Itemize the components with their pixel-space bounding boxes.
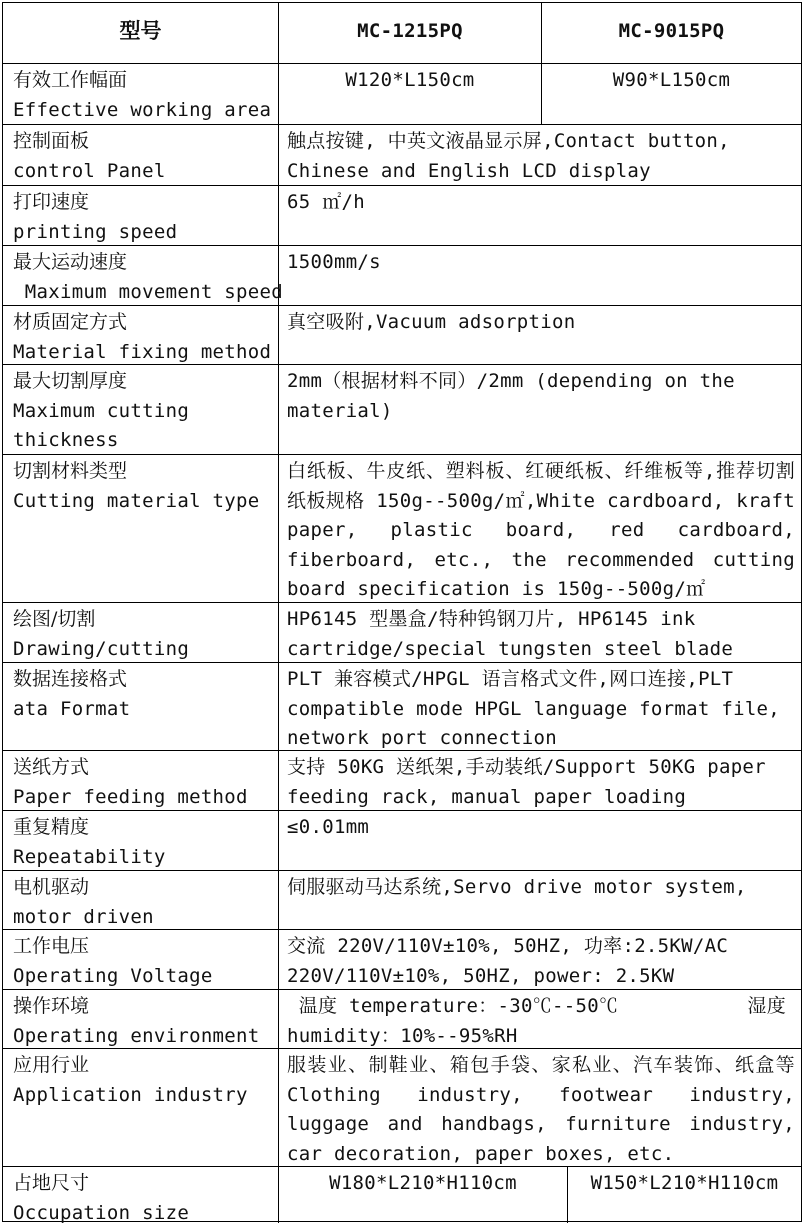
row-label xyxy=(3,990,279,1048)
table-row xyxy=(3,246,801,306)
row-label-zh: 数据连接格式 xyxy=(13,665,270,695)
row-label xyxy=(3,365,279,454)
row-label-en: Repeatability xyxy=(13,843,270,873)
row-label xyxy=(3,603,279,662)
table-row xyxy=(3,1167,801,1223)
table-row xyxy=(3,603,801,663)
row-label-en: Operating environment xyxy=(13,1022,270,1052)
row-label-zh: 绘图/切割 xyxy=(13,605,270,635)
row-label xyxy=(3,186,279,245)
table-row xyxy=(3,365,801,455)
row-label xyxy=(3,455,279,602)
table-row xyxy=(3,64,801,125)
row-label-en: control Panel xyxy=(13,157,270,187)
row-value: 白纸板、牛皮纸、塑料板、红硬纸板、纤维板等,推荐切割纸板规格 150g--500g/㎡,White cardboard, kraft paper, plastic board, red cardboard, fiberboard, etc., the recommended cutting board specification is 150g--500g/㎡ xyxy=(279,455,801,602)
row-label-en: Occupation size xyxy=(13,1199,270,1228)
row-label-en: ata Format xyxy=(13,695,270,725)
header-model-2: MC-9015PQ xyxy=(542,3,801,63)
row-label-en: motor driven xyxy=(13,903,270,933)
table-row xyxy=(3,186,801,246)
header-model-1: MC-1215PQ xyxy=(279,3,542,63)
row-label-zh: 电机驱动 xyxy=(13,873,270,903)
row-label xyxy=(3,64,279,124)
table-row xyxy=(3,751,801,811)
row-value: 交流 220V/110V±10%, 50HZ, 功率:2.5KW/AC 220V/110V±10%, 50HZ, power: 2.5KW xyxy=(279,930,801,989)
row-value-model-2: W90*L150cm xyxy=(542,64,801,124)
table-row xyxy=(3,1049,801,1167)
table-row xyxy=(3,871,801,930)
row-label-en: Drawing/cutting xyxy=(13,635,270,665)
row-label-en: Effective working area xyxy=(13,96,270,126)
row-label-zh: 工作电压 xyxy=(13,932,270,962)
row-label-zh: 有效工作幅面 xyxy=(13,66,270,96)
row-label-zh: 应用行业 xyxy=(13,1051,270,1081)
row-value: 2mm（根据材料不同）/2mm (depending on the material) xyxy=(279,365,801,454)
row-value: HP6145 型墨盒/特种钨钢刀片, HP6145 ink cartridge/special tungsten steel blade xyxy=(279,603,801,662)
row-value-model-1: W120*L150cm xyxy=(279,64,542,124)
spec-table xyxy=(2,2,802,1222)
row-label xyxy=(3,871,279,929)
table-row xyxy=(3,455,801,603)
row-label xyxy=(3,811,279,870)
table-header-row xyxy=(3,3,801,64)
row-label-zh: 最大运动速度 xyxy=(13,248,270,278)
row-label xyxy=(3,246,279,305)
table-row xyxy=(3,306,801,365)
row-label-en: Material fixing method xyxy=(13,338,270,368)
row-label-en: Paper feeding method xyxy=(13,783,270,813)
row-value: 温度 temperature：-30℃--50℃ 湿度 humidity：10%--95%RH xyxy=(279,990,801,1048)
row-value-model-2: W150*L210*H110cm xyxy=(568,1167,801,1223)
row-label-zh: 重复精度 xyxy=(13,813,270,843)
row-label-zh: 控制面板 xyxy=(13,127,270,157)
table-row xyxy=(3,990,801,1049)
row-label xyxy=(3,751,279,810)
row-label-zh: 材质固定方式 xyxy=(13,308,270,338)
row-label-zh: 送纸方式 xyxy=(13,753,270,783)
row-label-zh: 打印速度 xyxy=(13,188,270,218)
row-label-en: printing speed xyxy=(13,218,270,248)
row-label-en: Cutting material type xyxy=(13,487,270,517)
row-label xyxy=(3,663,279,750)
row-label-en: Application industry xyxy=(13,1081,270,1111)
row-label-en: Maximum cutting thickness xyxy=(13,397,213,456)
row-label-en: Operating Voltage xyxy=(13,962,270,992)
row-label-zh: 最大切割厚度 xyxy=(13,367,270,397)
row-value: 1500mm/s xyxy=(279,246,801,305)
row-value: 触点按键, 中英文液晶显示屏,Contact button, Chinese and English LCD display xyxy=(279,125,801,185)
row-value: 伺服驱动马达系统,Servo drive motor system, xyxy=(279,871,801,929)
row-label-zh: 操作环境 xyxy=(13,992,270,1022)
table-row xyxy=(3,663,801,751)
row-value: 真空吸附,Vacuum adsorption xyxy=(279,306,801,364)
row-value-model-1: W180*L210*H110cm xyxy=(279,1167,568,1223)
row-label xyxy=(3,1167,279,1223)
row-label xyxy=(3,125,279,185)
row-label-zh: 切割材料类型 xyxy=(13,457,270,487)
row-value: PLT 兼容模式/HPGL 语言格式文件,网口连接,PLT compatible mode HPGL language format file, network port connection xyxy=(279,663,801,750)
row-value: ≤0.01mm xyxy=(279,811,801,870)
row-label xyxy=(3,1049,279,1166)
row-value: 65 ㎡/h xyxy=(279,186,801,245)
table-row xyxy=(3,811,801,871)
row-value: 支持 50KG 送纸架,手动装纸/Support 50KG paper feeding rack, manual paper loading xyxy=(279,751,801,810)
row-label xyxy=(3,306,279,364)
table-row xyxy=(3,125,801,186)
header-model-label: 型号 xyxy=(3,3,279,63)
row-label-en: Maximum movement speed xyxy=(13,278,270,308)
row-label xyxy=(3,930,279,989)
row-label-zh: 占地尺寸 xyxy=(13,1169,270,1199)
table-row xyxy=(3,930,801,990)
row-value: 服装业、制鞋业、箱包手袋、家私业、汽车装饰、纸盒等 Clothing industry, footwear industry, luggage and handbags, furniture industry, car decoration, paper boxes, etc. xyxy=(279,1049,801,1166)
